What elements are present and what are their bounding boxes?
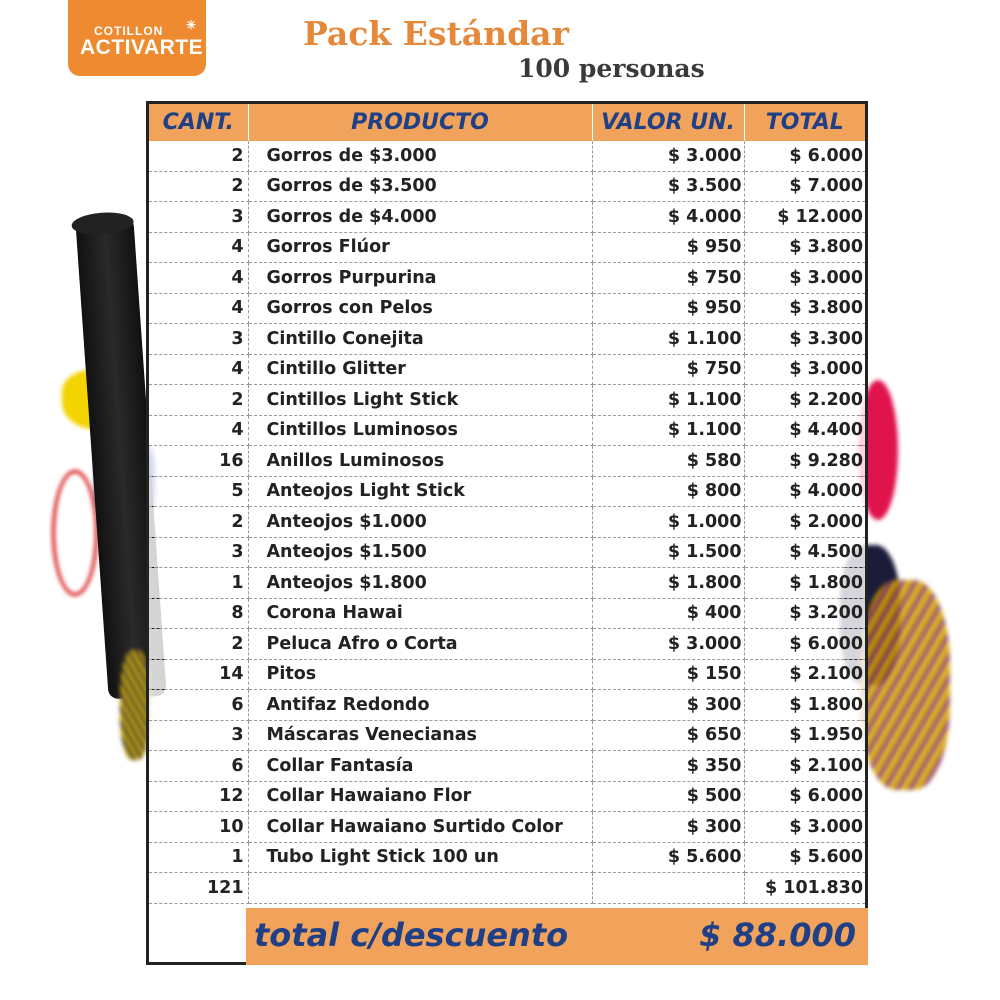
discount-total-value: $ 88.000	[699, 916, 856, 954]
row-product: Gorros de $3.500	[248, 171, 592, 202]
table-row	[149, 507, 865, 538]
sum-qty: 121	[149, 873, 248, 904]
row-qty: 4	[149, 263, 248, 294]
table-row	[149, 232, 865, 263]
row-unit-price: $ 3.000	[592, 629, 744, 660]
row-total: $ 3.000	[744, 263, 865, 294]
row-product: Pitos	[248, 659, 592, 690]
table-row	[149, 293, 865, 324]
row-total: $ 3.200	[744, 598, 865, 629]
discount-total-label: total c/descuento	[254, 916, 569, 954]
table-row	[149, 629, 865, 660]
row-unit-price: $ 400	[592, 598, 744, 629]
row-unit-price: $ 1.500	[592, 537, 744, 568]
row-product: Anillos Luminosos	[248, 446, 592, 477]
table-row	[149, 446, 865, 477]
row-product: Anteojos Light Stick	[248, 476, 592, 507]
table-row	[149, 568, 865, 599]
table-row	[149, 324, 865, 355]
row-product: Máscaras Venecianas	[248, 720, 592, 751]
table-row	[149, 263, 865, 294]
sum-total: $ 101.830	[744, 873, 865, 904]
row-total: $ 3.000	[744, 354, 865, 385]
row-total: $ 6.000	[744, 781, 865, 812]
row-total: $ 3.300	[744, 324, 865, 355]
row-product: Collar Fantasía	[248, 751, 592, 782]
row-qty: 6	[149, 751, 248, 782]
row-unit-price: $ 1.100	[592, 324, 744, 355]
row-unit-price: $ 1.100	[592, 385, 744, 416]
row-unit-price: $ 650	[592, 720, 744, 751]
price-table	[149, 104, 865, 904]
column-header-qty: CANT.	[149, 104, 248, 141]
row-total: $ 1.800	[744, 568, 865, 599]
row-unit-price: $ 3.500	[592, 171, 744, 202]
row-product: Peluca Afro o Corta	[248, 629, 592, 660]
row-product: Cintillos Light Stick	[248, 385, 592, 416]
row-product: Gorros con Pelos	[248, 293, 592, 324]
logo-small-text: COTILLON	[94, 24, 164, 38]
column-header-product: PRODUCTO	[248, 104, 592, 141]
sun-icon: ✳	[186, 18, 197, 32]
row-unit-price: $ 300	[592, 812, 744, 843]
row-unit-price: $ 4.000	[592, 202, 744, 233]
row-total: $ 3.800	[744, 293, 865, 324]
table-row	[149, 720, 865, 751]
row-total: $ 9.280	[744, 446, 865, 477]
page-subtitle: 100 personas	[518, 54, 705, 83]
row-qty: 4	[149, 293, 248, 324]
sum-blank-unit	[592, 873, 744, 904]
row-unit-price: $ 350	[592, 751, 744, 782]
row-qty: 3	[149, 720, 248, 751]
row-qty: 5	[149, 476, 248, 507]
table-row	[149, 781, 865, 812]
row-qty: 8	[149, 598, 248, 629]
table-row	[149, 812, 865, 843]
row-total: $ 4.000	[744, 476, 865, 507]
row-total: $ 7.000	[744, 171, 865, 202]
table-row	[149, 141, 865, 171]
row-unit-price: $ 800	[592, 476, 744, 507]
table-row	[149, 415, 865, 446]
row-total: $ 5.600	[744, 842, 865, 873]
totals-row	[149, 873, 865, 904]
row-product: Tubo Light Stick 100 un	[248, 842, 592, 873]
decoration-streamer	[52, 470, 98, 596]
row-product: Gorros de $3.000	[248, 141, 592, 171]
brand-logo	[68, 0, 206, 76]
row-qty: 4	[149, 415, 248, 446]
row-product: Cintillos Luminosos	[248, 415, 592, 446]
page-title: Pack Estándar	[303, 14, 569, 53]
decoration-tinsel-right	[860, 580, 950, 790]
column-header-unit-price: VALOR UN.	[592, 104, 744, 141]
row-total: $ 4.500	[744, 537, 865, 568]
row-qty: 2	[149, 141, 248, 171]
row-qty: 16	[149, 446, 248, 477]
row-unit-price: $ 750	[592, 263, 744, 294]
row-unit-price: $ 1.000	[592, 507, 744, 538]
row-qty: 1	[149, 568, 248, 599]
logo-big-text: ACTIVARTE	[80, 36, 204, 59]
row-qty: 4	[149, 232, 248, 263]
row-product: Anteojos $1.500	[248, 537, 592, 568]
row-product: Collar Hawaiano Surtido Color	[248, 812, 592, 843]
row-product: Corona Hawai	[248, 598, 592, 629]
table-row	[149, 537, 865, 568]
row-unit-price: $ 3.000	[592, 141, 744, 171]
table-row	[149, 171, 865, 202]
table-row	[149, 690, 865, 721]
row-unit-price: $ 300	[592, 690, 744, 721]
row-total: $ 6.000	[744, 629, 865, 660]
row-product: Gorros de $4.000	[248, 202, 592, 233]
row-unit-price: $ 1.800	[592, 568, 744, 599]
row-unit-price: $ 950	[592, 232, 744, 263]
price-table-container	[146, 101, 868, 965]
row-product: Cintillo Conejita	[248, 324, 592, 355]
row-unit-price: $ 150	[592, 659, 744, 690]
row-product: Anteojos $1.800	[248, 568, 592, 599]
row-qty: 14	[149, 659, 248, 690]
row-qty: 10	[149, 812, 248, 843]
row-unit-price: $ 950	[592, 293, 744, 324]
row-qty: 4	[149, 354, 248, 385]
row-total: $ 2.000	[744, 507, 865, 538]
row-total: $ 1.800	[744, 690, 865, 721]
row-total: $ 2.100	[744, 659, 865, 690]
row-product: Gorros Purpurina	[248, 263, 592, 294]
row-total: $ 4.400	[744, 415, 865, 446]
row-qty: 2	[149, 385, 248, 416]
row-qty: 3	[149, 537, 248, 568]
row-unit-price: $ 580	[592, 446, 744, 477]
row-total: $ 3.000	[744, 812, 865, 843]
footer-blank-cell	[146, 908, 246, 965]
discount-total-bar	[246, 908, 868, 965]
row-total: $ 1.950	[744, 720, 865, 751]
row-total: $ 2.200	[744, 385, 865, 416]
row-qty: 1	[149, 842, 248, 873]
table-row	[149, 598, 865, 629]
table-row	[149, 659, 865, 690]
table-row	[149, 385, 865, 416]
row-product: Anteojos $1.000	[248, 507, 592, 538]
table-row	[149, 202, 865, 233]
table-header-row	[149, 104, 865, 141]
row-qty: 12	[149, 781, 248, 812]
row-total: $ 3.800	[744, 232, 865, 263]
row-qty: 3	[149, 324, 248, 355]
table-row	[149, 354, 865, 385]
row-qty: 2	[149, 507, 248, 538]
table-row	[149, 476, 865, 507]
row-total: $ 12.000	[744, 202, 865, 233]
row-qty: 2	[149, 171, 248, 202]
row-qty: 2	[149, 629, 248, 660]
row-unit-price: $ 750	[592, 354, 744, 385]
table-row	[149, 751, 865, 782]
sum-blank-product	[248, 873, 592, 904]
row-product: Collar Hawaiano Flor	[248, 781, 592, 812]
row-qty: 6	[149, 690, 248, 721]
row-product: Gorros Flúor	[248, 232, 592, 263]
row-unit-price: $ 5.600	[592, 842, 744, 873]
row-product: Cintillo Glitter	[248, 354, 592, 385]
column-header-total: TOTAL	[744, 104, 865, 141]
row-qty: 3	[149, 202, 248, 233]
row-total: $ 2.100	[744, 751, 865, 782]
row-unit-price: $ 1.100	[592, 415, 744, 446]
row-total: $ 6.000	[744, 141, 865, 171]
row-unit-price: $ 500	[592, 781, 744, 812]
table-row	[149, 842, 865, 873]
row-product: Antifaz Redondo	[248, 690, 592, 721]
